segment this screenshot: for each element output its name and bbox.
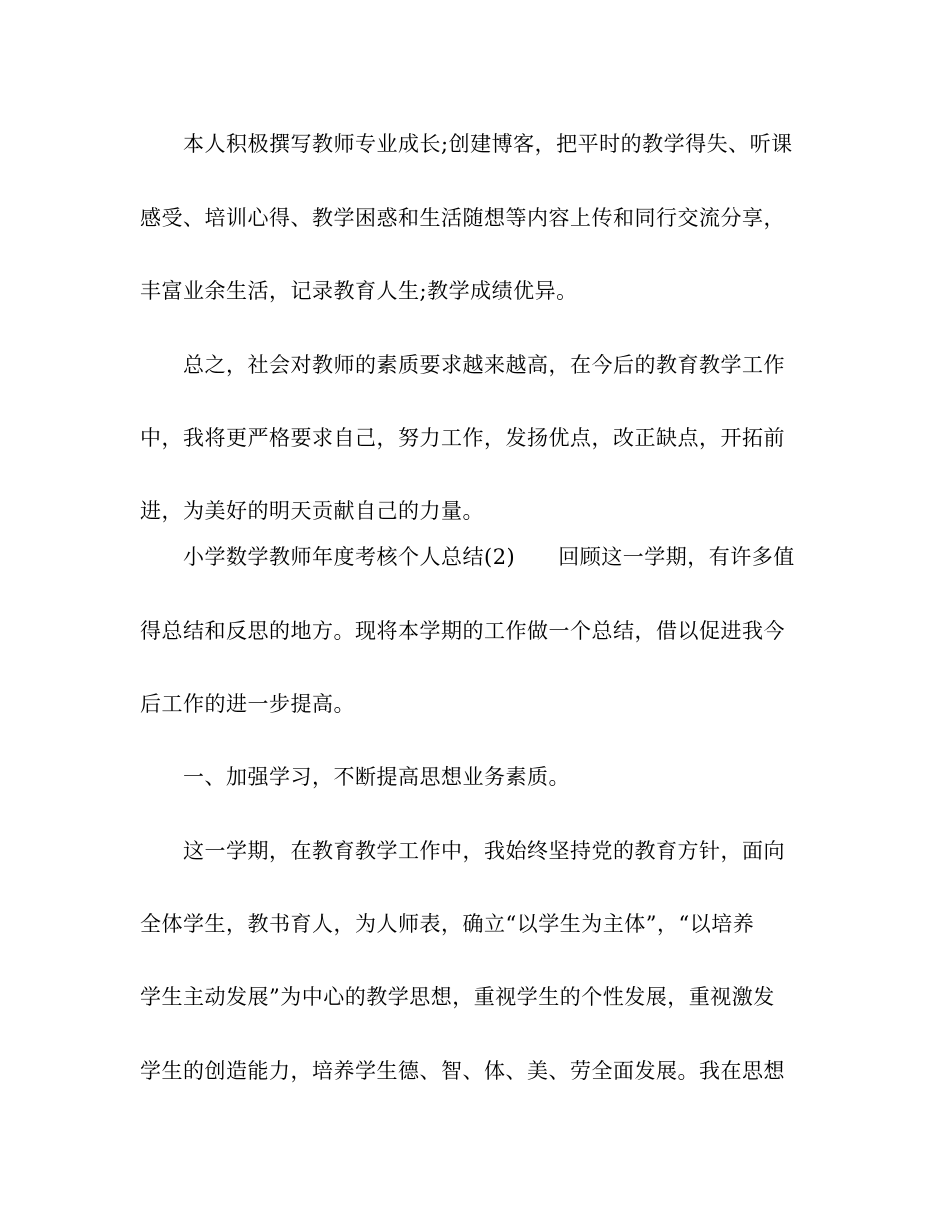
paragraph-line: 学生主动发展”为中心的教学思想，重视学生的个性发展，重视激发 xyxy=(140,985,775,1009)
paragraph-line: 中，我将更严格要求自己，努力工作，发扬优点，改正缺点，开拓前 xyxy=(140,426,785,450)
paragraph-line: 得总结和反思的地方。现将本学期的工作做一个总结，借以促进我今 xyxy=(140,619,785,643)
paragraph-line: 感受、培训心得、教学困惑和生活随想等内容上传和同行交流分享， xyxy=(140,206,785,230)
paragraph-line: 全体学生，教书育人，为人师表，确立“以学生为主体”，“以培养 xyxy=(140,912,755,936)
paragraph-line: 小学数学教师年度考核个人总结(2) 回顾这一学期，有许多值 xyxy=(183,545,795,569)
paragraph-line: 丰富业余生活，记录教育人生;教学成绩优异。 xyxy=(140,279,578,303)
paragraph-line: 后工作的进一步提高。 xyxy=(140,692,355,716)
paragraph-line: 总之，社会对教师的素质要求越来越高，在今后的教育教学工作 xyxy=(183,353,785,377)
paragraph-line: 本人积极撰写教师专业成长;创建博客，把平时的教学得失、听课 xyxy=(183,132,793,156)
paragraph-line: 学生的创造能力，培养学生德、智、体、美、劳全面发展。我在思想 xyxy=(140,1059,785,1083)
paragraph-line: 这一学期，在教育教学工作中，我始终坚持党的教育方针，面向 xyxy=(183,839,785,863)
paragraph-line: 进，为美好的明天贡献自己的力量。 xyxy=(140,499,484,523)
section-heading: 一、加强学习，不断提高思想业务素质。 xyxy=(183,765,570,789)
